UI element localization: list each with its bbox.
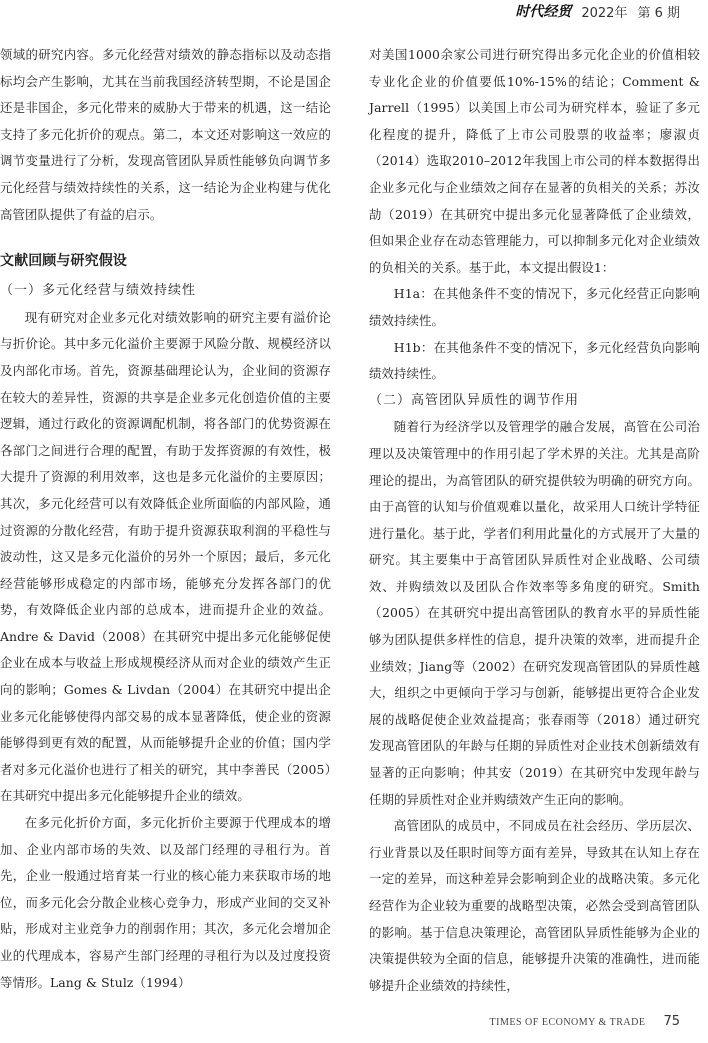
paragraph: 领域的研究内容。多元化经营对绩效的静态指标以及动态指标均会产生影响，尤其在当前我国经济转型期，不论是国企还是非国企，多元化带来的威胁大于带来的机遇，这一结论支持了多元化折价的观点。第二，本文还对影响这一效应的调节变量进行了分析，发现高管团队异质性能够负向调节多元化经营与绩效持续性的关系，这一结论为企业构建与优化高管团队提供了有益的启示。 (0, 47, 331, 222)
right-column (369, 42, 700, 999)
paragraph: 高管团队的成员中，不同成员在社会经历、学历层次、行业背景以及任职时间等方面有差异，导致其在认知上存在一定的差异，而这种差异会影响到企业的战略决策。多元化经营作为企业较为重要的战略型决策，必然会受到高管团队的影响。基于信息决策理论，高管团队异质性能够为企业的决策提供较为全面的信息，能够提升决策的准确性，进而能够提升企业绩效的持续性， (369, 818, 700, 993)
journal-name: TIMES OF ECONOMY & TRADE (489, 1017, 646, 1028)
left-column (0, 42, 331, 996)
journal-logo: 时代经贸 (515, 4, 572, 20)
paragraph: 对美国1000余家公司进行研究得出多元化企业的价值相较专业化企业的价值要低10%-15%的结论；Comment & Jarrell（1995）以美国上市公司为研究样本，验证了多元化程度的提升，降低了上市公司股票的收益率；廖淑贞（2014）选取2010–2012年我国上市公司的样本数据得出企业多元化与企业绩效之间存在显著的负相关的关系；苏汝劼（2019）在其研究中提出多元化显著降低了企业绩效，但如果企业存在动态管理能力，可以抑制多元化对企业绩效的负相关的关系。基于此，本文提出假设1： (369, 47, 700, 275)
subsection-title: （一）多元化经营与绩效持续性 (0, 283, 197, 299)
header-issue: 第 6 期 (637, 5, 680, 21)
running-footer (490, 1014, 680, 1029)
page-number: 75 (663, 1014, 680, 1029)
paragraph: 随着行为经济学以及管理学的融合发展，高管在公司治理以及决策管理中的作用引起了学术界的关注。尤其是高阶理论的提出，为高管团队的研究提供较为明确的研究方向。由于高管的认知与价值观难以量化，故采用人口统计学特征进行量化。基于此，学者们利用此量化的方式展开了大量的研究。其主要集中于高管团队异质性对企业战略、公司绩效、并购绩效以及团队合作效率等多角度的研究。Smith（2005）在其研究中提出高管团队的教育水平的异质性能够为团队提供多样性的信息，提升决策的效率，进而提升企业绩效；Jiang等（2002）在研究发现高管团队的异质性越大，组织之中更倾向于学习与创新，能够提出更符合企业发展的战略促使企业效益提高；张春雨等（2018）通过研究发现高管团队的年龄与任期的异质性对企业技术创新绩效有显著的正向影响；仲其安（2019）在其研究中发现年龄与任期的异质性对企业并购绩效产生正向的影响。 (369, 419, 700, 807)
section-title: 文献回顾与研究假设 (0, 253, 127, 270)
paragraph: 现有研究对企业多元化对绩效影响的研究主要有溢价论与折价论。其中多元化溢价主要源于风险分散、规模经济以及内部化市场。首先，资源基础理论认为，企业间的资源存在较大的差异性，资源的共享是企业多元化创造价值的主要逻辑，通过行政化的资源调配机制，将各部门的优势资源在各部门之间进行合理的配置，有助于发挥资源的有效性，极大提升了资源的利用效率，这也是多元化溢价的主要原因；其次，多元化经营可以有效降低企业所面临的内部风险，通过资源的分散化经营，有助于提升资源获取利润的平稳性与波动性，这又是多元化溢价的另外一个原因；最后，多元化经营能够形成稳定的内部市场，能够充分发挥各部门的优势，有效降低企业内部的总成本，进而提升企业的效益。Andre & David（2008）在其研究中提出多元化能够促使企业在成本与收益上形成规模经济从而对企业的绩效产生正向的影响；Gomes & Livdan（2004）在其研究中提出企业多元化能够使得内部交易的成本显著降低，使企业的资源能够得到更有效的配置，从而能够提升企业的价值；国内学者对多元化溢价也进行了相关的研究，其中李善民（2005）在其研究中提出多元化能够提升企业的绩效。 (0, 309, 331, 804)
hypothesis-h1a: H1a：在其他条件不变的情况下，多元化经营正向影响绩效持续性。 (369, 286, 700, 328)
running-header (515, 0, 680, 22)
paragraph: 在多元化折价方面，多元化折价主要源于代理成本的增加、企业内部市场的失效、以及部门经理的寻租行为。首先，企业一般通过培育某一行业的核心能力来获取市场的地位，而多元化会分散企业核心竞争力，形成产业间的交叉补贴，形成对主业竞争力的削弱作用；其次，多元化会增加企业的代理成本，容易产生部门经理的寻租行为以及过度投资等情形。Lang & Stulz（1994） (0, 815, 331, 990)
subsection-title: （二）高管团队异质性的调节作用 (369, 392, 580, 408)
hypothesis-h1b: H1b：在其他条件不变的情况下，多元化经营负向影响绩效持续性。 (369, 339, 700, 382)
header-year: 2022年 (581, 5, 628, 21)
